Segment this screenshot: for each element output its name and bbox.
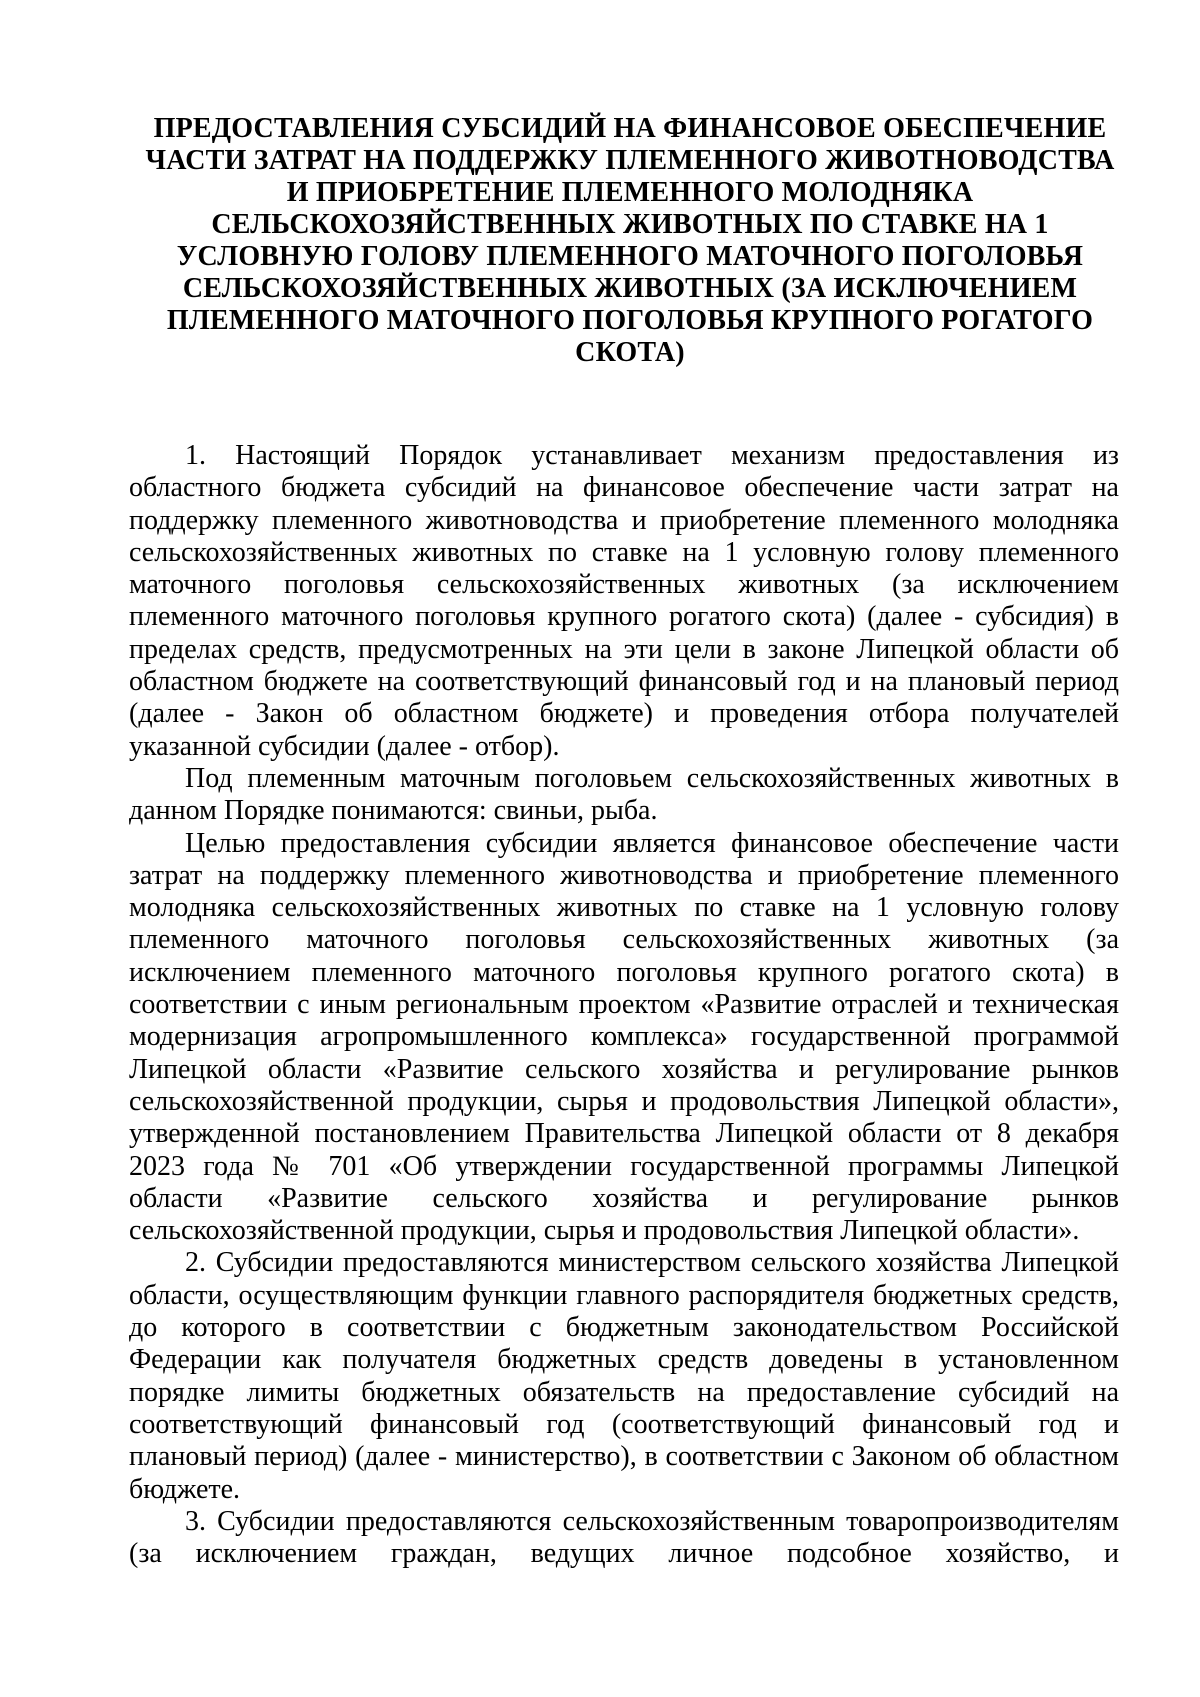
paragraph-line: областном бюджете на соответствующий финансовый год и на плановый период xyxy=(129,666,1119,698)
title-line: И ПРИОБРЕТЕНИЕ ПЛЕМЕННОГО МОЛОДНЯКА xyxy=(286,177,974,208)
paragraph-line: 2023 года № 701 «Об утверждении государственной программы Липецкой xyxy=(129,1150,1119,1182)
paragraph-line: 3. Субсидии предоставляются сельскохозяйственным товаропроизводителям xyxy=(185,1505,1119,1537)
title-line: СЕЛЬСКОХОЗЯЙСТВЕННЫХ ЖИВОТНЫХ (ЗА ИСКЛЮЧЕНИЕМ xyxy=(182,273,1078,304)
paragraph-line: плановый период) (далее - министерство), в соответствии с Законом об областном xyxy=(129,1441,1119,1473)
paragraph-line: порядке лимиты бюджетных обязательств на предоставление субсидий на xyxy=(129,1376,1119,1408)
paragraph-line: поддержку племенного животноводства и приобретение племенного молодняка xyxy=(129,504,1119,536)
paragraph-line: Под племенным маточным поголовьем сельскохозяйственных животных в xyxy=(185,762,1119,794)
paragraph-line: области, осуществляющим функции главного распорядителя бюджетных средств, xyxy=(129,1279,1119,1311)
paragraph-line: затрат на поддержку племенного животноводства и приобретение племенного xyxy=(129,859,1119,891)
paragraph-line: маточного поголовья сельскохозяйственных животных (за исключением xyxy=(129,569,1119,601)
paragraph-line: бюджете. xyxy=(129,1473,241,1505)
paragraph xyxy=(129,1506,1119,1571)
title-line: ПЛЕМЕННОГО МАТОЧНОГО ПОГОЛОВЬЯ КРУПНОГО РОГАТОГО xyxy=(166,305,1094,336)
paragraph-line: Федерации как получателя бюджетных средств доведены в установленном xyxy=(129,1344,1119,1376)
paragraph-line: исключением племенного маточного поголовья крупного рогатого скота) в xyxy=(129,956,1119,988)
paragraph-line: указанной субсидии (далее - отбор). xyxy=(129,730,560,762)
paragraph-line: до которого в соответствии с бюджетным законодательством Российской xyxy=(129,1312,1119,1344)
paragraph-line: данном Порядке понимаются: свиньи, рыба. xyxy=(129,795,658,827)
document-body xyxy=(129,440,1119,1570)
paragraph-line: сельскохозяйственной продукции, сырья и продовольствия Липецкой области», xyxy=(129,1085,1119,1117)
paragraph-line: пределах средств, предусмотренных на эти цели в законе Липецкой области об xyxy=(129,633,1119,665)
paragraph-line: сельскохозяйственной продукции, сырья и продовольствия Липецкой области». xyxy=(129,1215,1080,1247)
title-line: ПРЕДОСТАВЛЕНИЯ СУБСИДИЙ НА ФИНАНСОВОЕ ОБЕСПЕЧЕНИЕ xyxy=(153,113,1107,144)
paragraph-line: модернизация агропромышленного комплекса» государственной программой xyxy=(129,1021,1119,1053)
title-line: УСЛОВНУЮ ГОЛОВУ ПЛЕМЕННОГО МАТОЧНОГО ПОГОЛОВЬЯ xyxy=(176,241,1084,272)
paragraph-line: Целью предоставления субсидии является финансовое обеспечение части xyxy=(185,827,1119,859)
document-title xyxy=(140,113,1120,369)
paragraph-line: (за исключением граждан, ведущих личное подсобное хозяйство, и xyxy=(129,1538,1119,1570)
paragraph-line: Липецкой области «Развитие сельского хозяйства и регулирование рынков xyxy=(129,1053,1119,1085)
title-line: СЕЛЬСКОХОЗЯЙСТВЕННЫХ ЖИВОТНЫХ ПО СТАВКЕ НА 1 xyxy=(211,209,1049,240)
paragraph-line: утвержденной постановлением Правительства Липецкой области от 8 декабря xyxy=(129,1118,1119,1150)
paragraph-line: (далее - Закон об областном бюджете) и проведения отбора получателей xyxy=(129,698,1119,730)
paragraph xyxy=(129,440,1119,763)
paragraph-line: областного бюджета субсидий на финансовое обеспечение части затрат на xyxy=(129,472,1119,504)
paragraph-line: сельскохозяйственных животных по ставке на 1 условную голову племенного xyxy=(129,536,1119,568)
paragraph-line: соответствующий финансовый год (соответствующий финансовый год и xyxy=(129,1408,1119,1440)
paragraph-line: области «Развитие сельского хозяйства и регулирование рынков xyxy=(129,1182,1119,1214)
paragraph-line: молодняка сельскохозяйственных животных по ставке на 1 условную голову xyxy=(129,892,1119,924)
paragraph-line: племенного маточного поголовья крупного рогатого скота) (далее - субсидия) в xyxy=(129,601,1119,633)
title-line: ЧАСТИ ЗАТРАТ НА ПОДДЕРЖКУ ПЛЕМЕННОГО ЖИВОТНОВОДСТВА xyxy=(145,145,1115,176)
paragraph xyxy=(129,828,1119,1248)
paragraph-line: 1. Настоящий Порядок устанавливает механизм предоставления из xyxy=(185,440,1119,471)
paragraph-line: соответствии с иным региональным проектом «Развитие отраслей и техническая xyxy=(129,989,1119,1021)
paragraph-line: 2. Субсидии предоставляются министерством сельского хозяйства Липецкой xyxy=(185,1247,1119,1279)
paragraph xyxy=(129,763,1119,828)
paragraph xyxy=(129,1247,1119,1505)
paragraph-line: племенного маточного поголовья сельскохозяйственных животных (за xyxy=(129,924,1119,956)
title-line: СКОТА) xyxy=(575,337,685,368)
